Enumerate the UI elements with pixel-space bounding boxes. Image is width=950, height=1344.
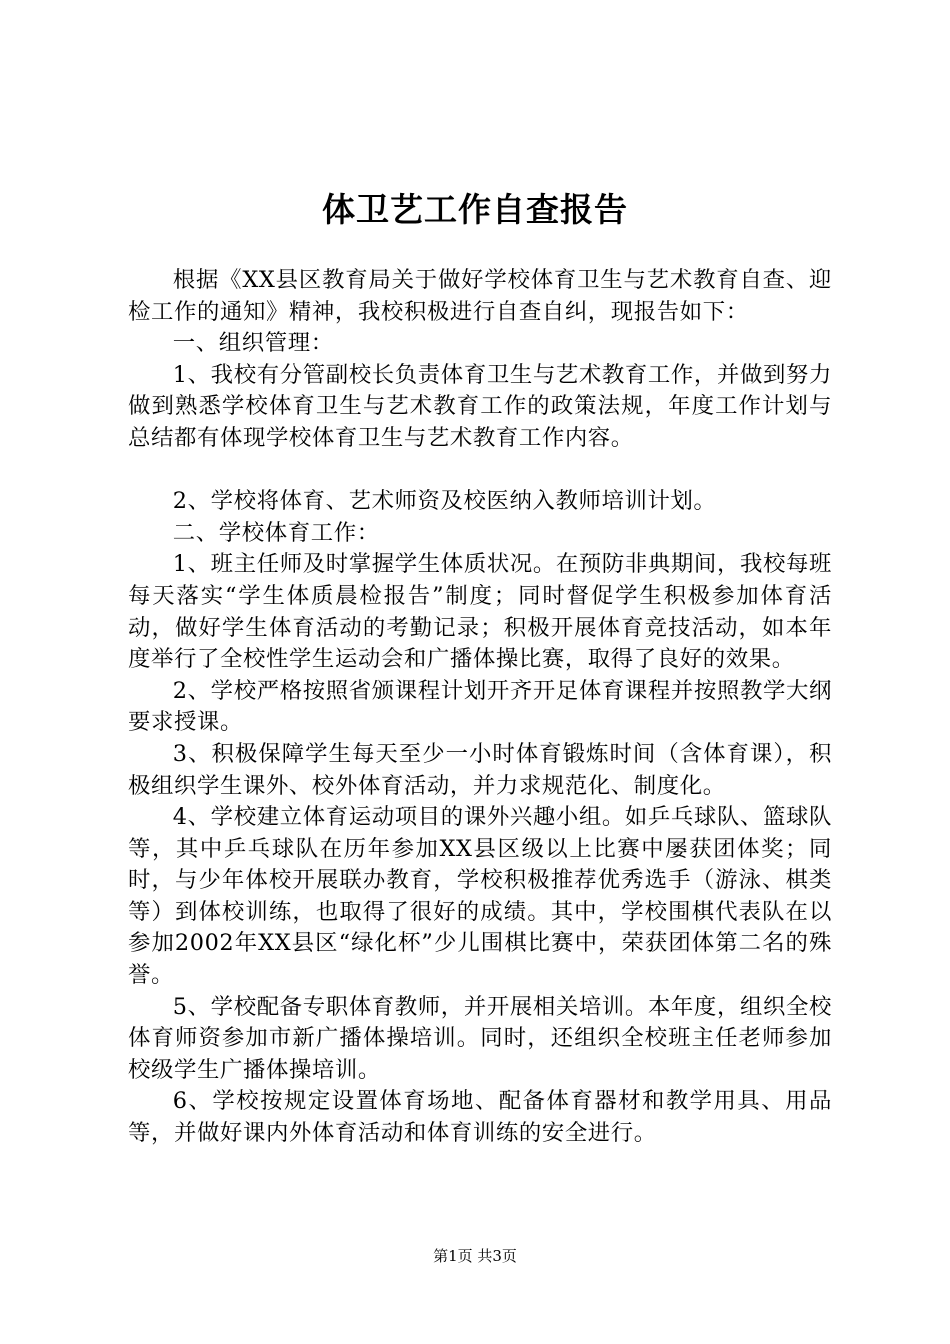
paragraph-pe-1: 1、班主任师及时掌握学生体质状况。在预防非典期间，我校每班每天落实“学生体质晨检报告”制度；同时督促学生积极参加体育活动，做好学生体育活动的考勤记录；积极开展体育竞技活动，如本年度举行了全校性学生运动会和广播体操比赛，取得了良好的效果。 [128,551,832,673]
paragraph-org-1: 1、我校有分管副校长负责体育卫生与艺术教育工作，并做到努力做到熟悉学校体育卫生与艺术教育工作的政策法规，年度工作计划与总结都有体现学校体育卫生与艺术教育工作内容。 [128,361,832,451]
paragraph-intro: 根据《XX县区教育局关于做好学校体育卫生与艺术教育自查、迎检工作的通知》精神，我校积极进行自查自纠，现报告如下： [128,267,832,325]
paragraph-pe-5: 5、学校配备专职体育教师，并开展相关培训。本年度，组织全校体育师资参加市新广播体操培训。同时，还组织全校班主任老师参加校级学生广播体操培训。 [128,993,832,1083]
paragraph-pe-4: 4、学校建立体育运动项目的课外兴趣小组。如乒乓球队、篮球队等，其中乒乓球队在历年参加XX县区级以上比赛中屡获团体奖；同时，与少年体校开展联办教育，学校积极推荐优秀选手（游泳、棋类等）到体校训练，也取得了很好的成绩。其中，学校围棋代表队在以参加2002年XX县区“绿化杯”少儿围棋比赛中，荣获团体第二名的殊誉。 [128,804,832,989]
section-heading-pe: 二、学校体育工作： [172,519,380,546]
paragraph-org-2: 2、学校将体育、艺术师资及校医纳入教师培训计划。 [172,488,717,515]
page-number-footer: 第1页 共3页 [433,1247,517,1265]
document-body [128,265,832,1150]
document-title: 体卫艺工作自查报告 [322,190,628,229]
paragraph-pe-2: 2、学校严格按照省颁课程计划开齐开足体育课程并按照教学大纲要求授课。 [128,677,832,736]
paragraph-pe-3: 3、积极保障学生每天至少一小时体育锻炼时间（含体育课），积极组织学生课外、校外体育活动，并力求规范化、制度化。 [128,740,832,799]
section-heading-organization: 一、组织管理： [172,330,334,357]
paragraph-pe-6: 6、学校按规定设置体育场地、配备体育器材和教学用具、用品等，并做好课内外体育活动和体育训练的安全进行。 [128,1088,832,1147]
